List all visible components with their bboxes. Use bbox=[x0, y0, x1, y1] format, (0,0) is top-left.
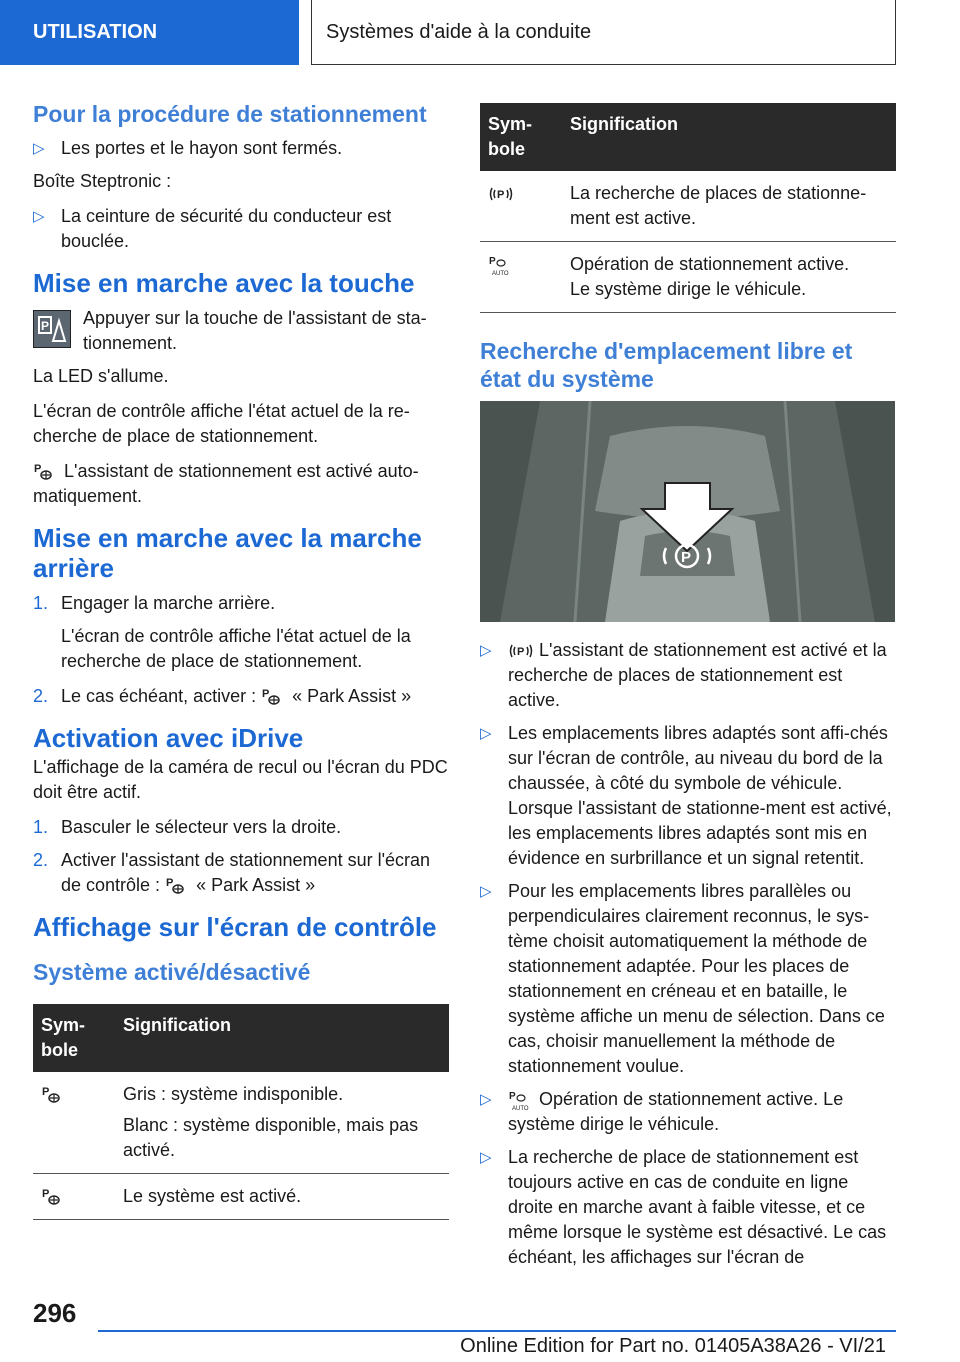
parking-auto-icon bbox=[508, 1089, 534, 1111]
section-tab bbox=[0, 0, 299, 65]
chapter-header bbox=[311, 0, 896, 65]
triangle-bullet-icon: ▷ bbox=[480, 1149, 492, 1166]
left-column bbox=[33, 100, 449, 1220]
svg-text:P: P bbox=[497, 189, 505, 202]
svg-text:P: P bbox=[34, 463, 42, 476]
triangle-bullet-icon: ▷ bbox=[480, 883, 492, 900]
table-row: P Le système est activé. bbox=[33, 1174, 449, 1220]
heading-recherche: Recherche d'emplacement libre et état du système bbox=[480, 338, 853, 392]
triangle-bullet-icon: ▷ bbox=[33, 140, 45, 157]
svg-text:P: P bbox=[42, 1188, 50, 1201]
heading-marche-arriere: Mise en marche avec la marche arrière bbox=[33, 523, 422, 583]
parking-search-icon bbox=[508, 640, 534, 662]
list-item: ▷ P AUTO Opération de stationnement active. Le système dirige le véhicule. bbox=[480, 1089, 844, 1134]
triangle-bullet-icon: ▷ bbox=[480, 642, 492, 659]
parking-search-icon bbox=[488, 183, 514, 205]
led-text: La LED s'allume. bbox=[33, 366, 169, 386]
table-row: P La recherche de places de stationne‐ment est active. bbox=[480, 171, 896, 242]
svg-text:P: P bbox=[166, 877, 174, 890]
svg-text:AUTO: AUTO bbox=[512, 1106, 529, 1112]
svg-text:P: P bbox=[517, 646, 525, 659]
touche-block bbox=[33, 306, 449, 356]
svg-text:AUTO: AUTO bbox=[492, 271, 509, 277]
triangle-bullet-icon: ▷ bbox=[480, 725, 492, 742]
heading-touche: Mise en marche avec la touche bbox=[33, 268, 415, 298]
list-item: 1. Basculer le sélecteur vers la droite. bbox=[33, 817, 342, 837]
edition-text: Online Edition for Part no. 01405A38A26 - VI/21 bbox=[460, 1335, 886, 1357]
table-header-meaning: Signification bbox=[115, 1004, 449, 1072]
list-item: 2. Activer l'assistant de stationnement sur l'écran de contrôle : P « Park Assist » bbox=[33, 848, 449, 898]
svg-text:P: P bbox=[489, 256, 496, 268]
touche-text: Appuyer sur la touche de l'assistant de sta‐tionnement. bbox=[83, 308, 427, 353]
control-display-photo bbox=[480, 401, 895, 622]
ecran-text: L'écran de contrôle affiche l'état actuel de la re‐cherche de place de stationnement. bbox=[33, 401, 410, 446]
list-item: 1. Engager la marche arrière. bbox=[33, 593, 276, 613]
heading-affichage: Affichage sur l'écran de contrôle bbox=[33, 912, 437, 942]
svg-text:P: P bbox=[262, 688, 270, 701]
heading-systeme: Système activé/désactivé bbox=[33, 959, 311, 985]
section-title: UTILISATION bbox=[33, 21, 158, 43]
park-assist-icon bbox=[165, 875, 191, 897]
table-row: P Gris : système indisponible. Blanc : système disponible, mais pas activé. bbox=[33, 1072, 449, 1174]
list-item: 2. Le cas échéant, activer : P « Park Assist » bbox=[33, 684, 449, 709]
idrive-text: L'affichage de la caméra de recul ou l'écran du PDC doit être actif. bbox=[33, 757, 448, 802]
park-assist-icon bbox=[41, 1084, 67, 1106]
heading-procedure: Pour la procédure de stationnement bbox=[33, 101, 427, 127]
footer-rule bbox=[98, 1330, 896, 1357]
page-number: 296 bbox=[33, 1298, 77, 1328]
step-detail: L'écran de contrôle affiche l'état actuel de la recherche de place de stationnement. bbox=[61, 626, 411, 671]
park-assist-button-icon bbox=[33, 310, 71, 348]
heading-idrive: Activation avec iDrive bbox=[33, 723, 304, 753]
table-row: P AUTO Opération de stationnement active. Le système dirige le véhicule. bbox=[480, 242, 896, 313]
table-header-symbol: Sym‐ bole bbox=[33, 1004, 115, 1072]
list-item: ▷ La recherche de place de stationnement est toujours active en cas de conduite en ligne droite en marche avant à faible vitesse, et ce même lorsque le système est désactivé. Le cas échéant, les affichages sur l'écran de bbox=[480, 1147, 887, 1267]
svg-text:P: P bbox=[509, 1091, 516, 1103]
chapter-title: Systèmes d'aide à la conduite bbox=[326, 20, 592, 43]
triangle-bullet-icon: ▷ bbox=[480, 1091, 492, 1108]
park-assist-active-icon bbox=[41, 1186, 67, 1208]
list-item: ▷ La ceinture de sécurité du conducteur est bouclée. bbox=[33, 206, 392, 251]
table-header-symbol: Sym‐ bole bbox=[480, 103, 562, 171]
park-assist-icon bbox=[261, 686, 287, 708]
svg-text:P: P bbox=[681, 549, 692, 566]
steptronic-label: Boîte Steptronic : bbox=[33, 171, 172, 191]
table-header-meaning: Signification bbox=[562, 103, 896, 171]
svg-text:P: P bbox=[41, 319, 50, 333]
park-assist-icon bbox=[33, 461, 59, 483]
svg-text:P: P bbox=[42, 1086, 50, 1099]
right-column bbox=[480, 103, 896, 1278]
parking-auto-icon bbox=[488, 254, 514, 276]
symbol-table-2 bbox=[480, 103, 896, 313]
auto-text: P L'assistant de stationnement est activé auto‐matiquement. bbox=[33, 461, 419, 506]
triangle-bullet-icon: ▷ bbox=[33, 208, 45, 225]
list-item: ▷ P L'assistant de stationnement est activé et la recherche de places de stationnement est active. bbox=[480, 640, 887, 710]
symbol-table-1 bbox=[33, 1004, 449, 1220]
list-item: ▷ Les emplacements libres adaptés sont affi‐chés sur l'écran de contrôle, au niveau du bord de la chaussée, à côté du symbole de véhicule. Lorsque l'assistant de stationne‐ment est activé, les emplacements libres adaptés sont mis en évidence en surbrillance et un signal retentit. bbox=[480, 723, 892, 868]
list-item: ▷ Les portes et le hayon sont fermés. bbox=[33, 136, 449, 161]
list-item: ▷ Pour les emplacements libres parallèles ou perpendiculaires clairement reconnus, le sys‐tème choisit automatiquement la méthode de stationnement adaptée. Pour les places de stationnement en créneau et en bataille, le système affiche un menu de sélection. Dans ce cas, choisir manuellement la méthode de stationnement voulue. bbox=[480, 881, 885, 1076]
